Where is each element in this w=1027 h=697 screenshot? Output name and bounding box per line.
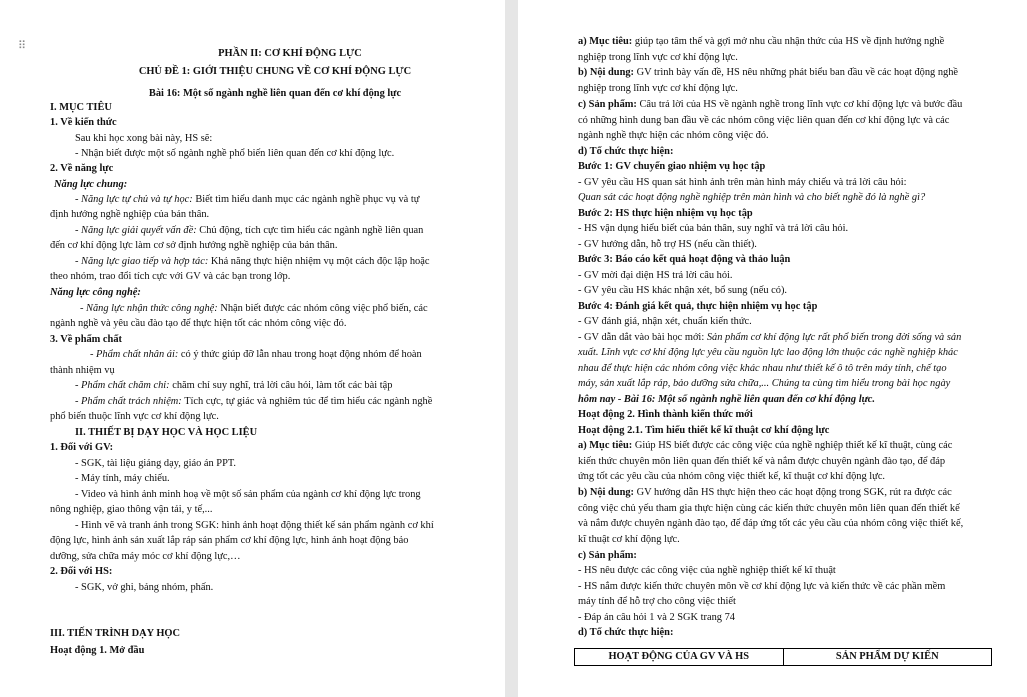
left-page-line: Năng lực công nghệ:	[50, 287, 141, 298]
left-page-line: I. MỤC TIÊU	[50, 102, 112, 113]
left-page-line: 1. Về kiến thức	[50, 117, 117, 128]
left-page-line: - Hình vẽ và tranh ảnh trong SGK: hình ảnh hoạt động thiết kế sản phẩm ngành cơ khí	[75, 520, 434, 531]
right-page-line: - HS vận dụng hiểu biết của bản thân, suy nghĩ và trả lời câu hỏi.	[578, 223, 849, 234]
right-page-line: nghiệp trong lĩnh vực cơ khí động lực.	[578, 52, 738, 63]
left-page-line: - Năng lực tự chủ và tự học: Biết tìm hiểu danh mục các ngành nghề phục vụ và tự	[75, 194, 420, 205]
right-page-line: a) Mục tiêu: giúp tạo tâm thế và gợi mở nhu cầu nhận thức của HS về định hướng nghề	[578, 36, 945, 47]
right-page-line: c) Sản phẩm: Câu trả lời của HS về ngành nghề trong lĩnh vực cơ khí động lực và bước đầu	[578, 99, 963, 110]
table-header-cell: HOẠT ĐỘNG CỦA GV VÀ HS	[575, 649, 784, 665]
activity-table-header	[574, 648, 992, 666]
left-page-line: 3. Về phẩm chất	[50, 334, 122, 345]
right-page-line: Hoạt động 2.1. Tìm hiểu thiết kế kĩ thuật cơ khí động lực	[578, 425, 830, 436]
right-page-line: Quan sát các hoạt động nghề nghiệp trên màn hình và cho biết nghề đó là nghề gì?	[578, 192, 926, 203]
left-page-line: 2. Về năng lực	[50, 163, 114, 174]
right-page-line: Bước 1: GV chuyển giao nhiệm vụ học tập	[578, 161, 766, 172]
left-page-line: 2. Đối với HS:	[50, 566, 113, 577]
right-page-line: và nắm được chuyên ngành đào tạo, để đáp ứng tốt các yêu cầu của nhóm công việc thiết kế,	[578, 518, 964, 529]
left-page-line: PHẦN II: CƠ KHÍ ĐỘNG LỰC	[218, 48, 362, 59]
left-page-line: - SGK, vở ghi, bảng nhóm, phấn.	[75, 582, 214, 593]
right-page-line: - HS nắm được kiến thức chuyên môn về cơ khí động lực và kiến thức về các phần mềm	[578, 581, 946, 592]
left-page-line: III. TIẾN TRÌNH DẠY HỌC	[50, 628, 181, 639]
right-page-line: công việc chủ yếu tham gia thực hiện cùng các kiến thức chuyên môn liên quan đến thiết kế	[578, 503, 960, 514]
right-page-line: - HS nêu được các công việc của nghề nghiệp thiết kế kĩ thuật	[578, 565, 836, 576]
left-page-line: Bài 16: Một số ngành nghề liên quan đến cơ khí động lực	[148, 88, 402, 99]
left-page-line: - Phẩm chất trách nhiệm: Tích cực, tự giác và nghiêm túc để tìm hiểu các ngành nghề	[75, 396, 433, 407]
right-page-line: ứng tốt các yêu cầu của nhóm công việc thiết kế, kĩ thuật cơ khí động lực.	[578, 471, 886, 482]
left-page-line: - Video và hình ảnh minh hoạ về một số sản phẩm của ngành cơ khí động lực trong	[75, 489, 421, 500]
drag-handle-icon[interactable]: ⠿	[18, 39, 28, 52]
right-page-line: b) Nội dung: GV hướng dẫn HS thực hiện theo các hoạt động trong SGK, rút ra được các	[578, 487, 952, 498]
left-page-line: dưỡng, sửa chữa máy móc cơ khí động lực,…	[50, 551, 241, 562]
right-page-line: có những hình dung ban đầu về các nhóm công việc liên quan đến cơ khí động lực và các	[578, 115, 950, 126]
left-page-line: động lực, hình ảnh sản xuất lắp ráp sản phẩm cơ khí động lực, hình ảnh hoạt động bảo	[50, 535, 409, 546]
right-page-line: máy tính để hỗ trợ cho công việc thiết	[578, 596, 736, 607]
left-page-line: theo nhóm, trao đổi tích cực với GV và các bạn trong lớp.	[50, 271, 291, 282]
right-page-line: Bước 3: Báo cáo kết quả hoạt động và thảo luận	[578, 254, 791, 265]
left-page-line: Năng lực chung:	[54, 179, 128, 190]
left-page-line: ngành nghề và yêu cầu đào tạo để thực hiện tốt các nhóm công việc đó.	[50, 318, 347, 329]
right-page-line: - Đáp án câu hỏi 1 và 2 SGK trang 74	[578, 612, 735, 623]
right-page-line: Bước 4: Đánh giá kết quả, thực hiện nhiệm vụ học tập	[578, 301, 818, 312]
left-page-line: - Nhận biết được một số ngành nghề phổ biến liên quan đến cơ khí động lực.	[75, 148, 395, 159]
right-page-line: Bước 2: HS thực hiện nhiệm vụ học tập	[578, 208, 753, 219]
right-page-line: - GV yêu cầu HS quan sát hình ảnh trên màn hình máy chiếu và trả lời câu hỏi:	[578, 177, 907, 188]
right-page-line: b) Nội dung: GV trình bày vấn đề, HS nêu những phát biểu ban đầu về các hoạt động nghề	[578, 67, 959, 78]
right-page-line: c) Sản phẩm:	[578, 550, 637, 561]
right-page-line: kĩ thuật cơ khí động lực.	[578, 534, 680, 545]
left-page-line: phổ biến thuộc lĩnh vực cơ khí động lực.	[50, 411, 219, 422]
left-page-line: - SGK, tài liệu giảng dạy, giáo án PPT.	[75, 458, 237, 469]
right-page-line: Hoạt động 2. Hình thành kiến thức mới	[578, 409, 753, 420]
right-page-line: d) Tổ chức thực hiện:	[578, 627, 674, 638]
left-page-line: - Năng lực giao tiếp và hợp tác: Khả năng thực hiện nhiệm vụ một cách độc lập hoặc	[75, 256, 430, 267]
right-page-line: máy, sản xuất lắp ráp, bảo dưỡng sửa chữa,... Chúng ta cùng tìm hiểu trong bài học ngày	[578, 378, 951, 389]
left-page-line: CHỦ ĐỀ 1: GIỚI THIỆU CHUNG VỀ CƠ KHÍ ĐỘNG LỰC	[138, 66, 412, 77]
left-page-line: - Phẩm chất nhân ái: có ý thức giúp đỡ lẫn nhau trong hoạt động nhóm để hoàn	[90, 349, 422, 360]
left-page-line: II. THIẾT BỊ DẠY HỌC VÀ HỌC LIỆU	[75, 427, 258, 438]
left-page-line: - Năng lực giải quyết vấn đề: Chủ động, tích cực tìm hiểu các ngành nghề liên quan	[75, 225, 424, 236]
right-page-line: - GV yêu cầu HS khác nhận xét, bổ sung (nếu có).	[578, 285, 788, 296]
left-page-line: Hoạt động 1. Mở đầu	[50, 645, 145, 656]
left-page-line: đến cơ khí động lực làm cơ sở định hướng nghề nghiệp của bản thân.	[50, 240, 338, 251]
table-header-cell: SẢN PHẨM DỰ KIẾN	[835, 651, 939, 662]
right-page-line: - GV mời đại diện HS trả lời câu hỏi.	[578, 270, 733, 281]
right-page-line: ngành nghề thực hiện các nhóm công việc đó.	[578, 130, 769, 141]
right-page-line: - GV đánh giá, nhận xét, chuẩn kiến thức.	[578, 316, 752, 327]
right-page-line: hôm nay - Bài 16: Một số ngành nghề liên quan đến cơ khí động lực.	[578, 394, 876, 405]
page-gap	[505, 0, 518, 697]
left-page-line: nông nghiệp, giao thông vận tải, y tế,...	[50, 504, 213, 515]
left-page-line: 1. Đối với GV:	[50, 442, 114, 453]
right-page-line: - GV hướng dẫn, hỗ trợ HS (nếu cần thiết).	[578, 239, 757, 250]
right-page-line: d) Tổ chức thực hiện:	[578, 146, 674, 157]
right-page-line: kiến thức chuyên môn liên quan đến thiết kế và nắm được chuyên ngành đào tạo, để đáp	[578, 456, 946, 467]
right-page-line: - GV dẫn dắt vào bài học mới: Sản phẩm cơ khí động lực rất phổ biến trong đời sống và sản	[578, 332, 962, 343]
left-page-line: thành nhiệm vụ	[50, 365, 115, 376]
right-page-line: xuất. Lĩnh vực cơ khí động lực yêu cầu nguồn lực lao động lớn thuộc các nghề nghiệp khác	[578, 347, 958, 358]
left-page-line: - Phẩm chất chăm chỉ: chăm chỉ suy nghĩ, trả lời câu hỏi, làm tốt các bài tập	[75, 380, 393, 391]
right-page-line: a) Mục tiêu: Giúp HS biết được các công việc của nghề nghiệp thiết kế kĩ thuật, cùng các	[578, 440, 953, 451]
right-page-line: nhau để thực hiện các nhóm công việc khác nhau như thiết kế ô tô trên máy tính, chế tạo	[578, 363, 947, 374]
left-page-line: - Năng lực nhận thức công nghệ: Nhận biết được các nhóm công việc phổ biến, các	[80, 303, 428, 314]
left-page-line: Sau khi học xong bài này, HS sẽ:	[75, 133, 213, 144]
right-page-line: nghiệp trong lĩnh vực cơ khí động lực.	[578, 83, 738, 94]
left-page-line: - Máy tính, máy chiếu.	[75, 473, 170, 484]
left-page-line: định hướng nghề nghiệp của bản thân.	[50, 209, 210, 220]
